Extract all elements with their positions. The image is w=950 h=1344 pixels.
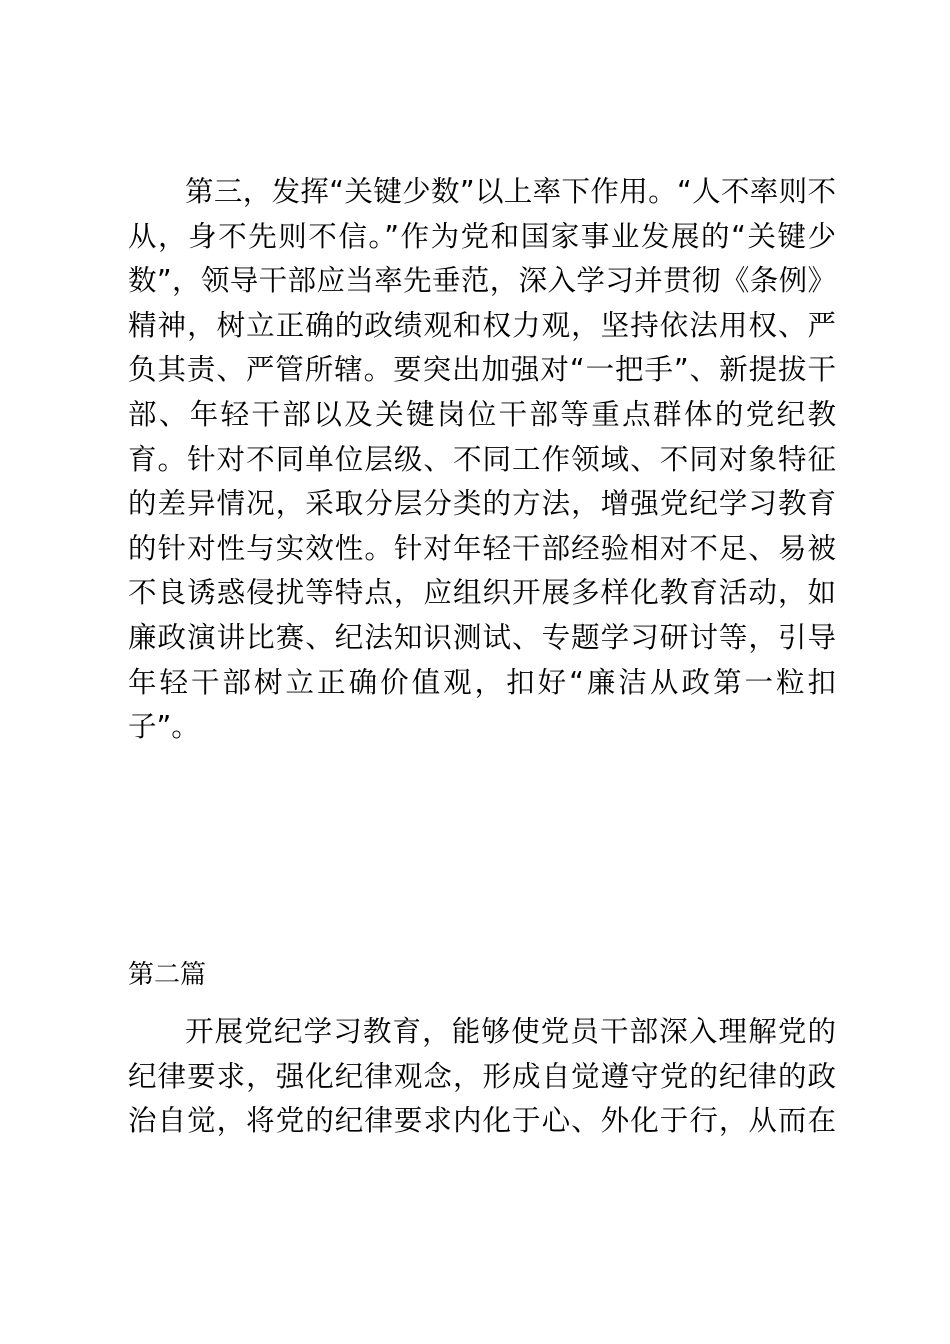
text-line: 的针对性与实效性。针对年轻干部经验相对不足、易被	[128, 531, 836, 565]
text-line: 从，身不先则不信。”作为党和国家事业发展的“关键少	[128, 219, 836, 253]
text-line: 数”，领导干部应当率先垂范，深入学习并贯彻《条例》	[128, 264, 836, 298]
text-line: 部、年轻干部以及关键岗位干部等重点群体的党纪教	[128, 397, 836, 431]
paragraph-third-point	[128, 170, 836, 750]
text-line: 廉政演讲比赛、纪法知识测试、专题学习研讨等，引导	[128, 620, 836, 654]
text-line: 开展党纪学习教育，能够使党员干部深入理解党的	[185, 1015, 836, 1048]
text-line: 的差异情况，采取分层分类的方法，增强党纪学习教育	[128, 487, 836, 521]
text-line: 纪律要求，强化纪律观念，形成自觉遵守党的纪律的政	[128, 1059, 836, 1093]
text-line: 子”。	[128, 710, 200, 744]
text-line: 第三，发挥“关键少数”以上率下作用。“人不率则不	[185, 175, 836, 208]
text-line: 育。针对不同单位层级、不同工作领域、不同对象特征	[128, 442, 836, 476]
text-line: 精神，树立正确的政绩观和权力观，坚持依法用权、严	[128, 308, 836, 342]
text-line: 负其责、严管所辖。要突出加强对“一把手”、新提拔干	[128, 353, 836, 387]
text-line: 治自觉，将党的纪律要求内化于心、外化于行，从而在	[128, 1104, 836, 1138]
text-line: 年轻干部树立正确价值观，扣好“廉洁从政第一粒扣	[128, 665, 836, 699]
section-heading: 第二篇	[128, 960, 207, 990]
paragraph-second-article	[128, 1010, 836, 1144]
text-line: 不良诱惑侵扰等特点，应组织开展多样化教育活动，如	[128, 576, 836, 610]
